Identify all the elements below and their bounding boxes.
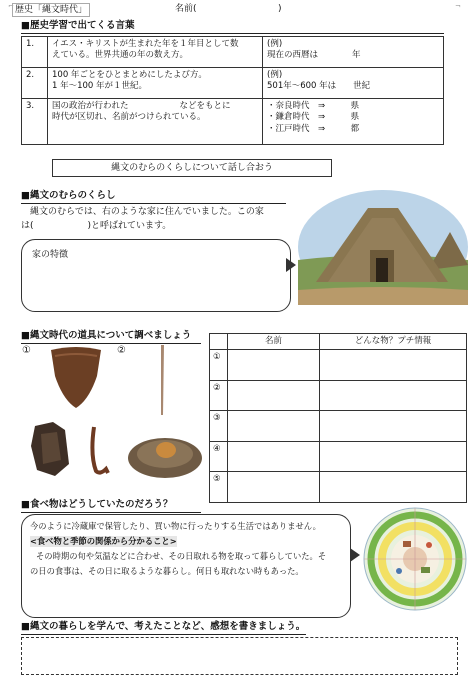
row-number: 3. — [22, 99, 48, 145]
table-row — [210, 441, 467, 472]
row-desc: 1 年～100 年が１世紀。 — [52, 81, 148, 92]
row-example: ・鎌倉時代 ⇒ 県 — [267, 112, 360, 123]
table-row — [22, 37, 444, 68]
corner-mark: ⌐ — [8, 2, 14, 10]
name-close: ) — [278, 4, 282, 14]
section-title-reflection: ■縄文の暮らしを学んで、考えたことなど、感想を書きましょう。 — [21, 621, 306, 635]
house-features-bubble[interactable] — [21, 239, 291, 312]
food-bubble — [21, 514, 351, 618]
header-name: 名前 — [228, 334, 320, 350]
tools-table — [209, 333, 467, 503]
row-desc: 100 年ごとをひとまとめにしたよび方。 — [52, 70, 207, 80]
table-row — [22, 68, 444, 99]
tool-info-cell[interactable] — [320, 441, 467, 472]
corner-mark: ¬ — [455, 2, 461, 10]
table-header-row — [210, 334, 467, 350]
tool-name-cell[interactable] — [228, 441, 320, 472]
row-number: ② — [210, 380, 228, 411]
header-info: どんな物？プチ情報 — [320, 334, 467, 350]
fishhook-image — [88, 425, 112, 477]
tool-label-1: ① — [22, 345, 31, 356]
clay-figure-image — [27, 420, 73, 478]
row-number: 1. — [22, 37, 48, 68]
row-number: ④ — [210, 441, 228, 472]
tool-name-cell[interactable] — [228, 350, 320, 381]
table-row — [22, 99, 444, 145]
jomon-pot-image — [45, 346, 107, 410]
section-title-food: ■食べ物はどうしていたのだろう？ — [21, 499, 201, 513]
pit-dwelling-photo — [298, 190, 468, 305]
row-desc: 時代が区切れ、名前がつけられている。 — [52, 112, 206, 123]
row-example: 501年～600 年は 世紀 — [267, 81, 371, 92]
subject-label: 歴史「縄文時代」 — [12, 3, 90, 17]
tool-label-2: ② — [117, 345, 126, 356]
stone-mortar-image — [126, 428, 204, 480]
village-text-2: は( )と呼ばれています。 — [21, 221, 172, 231]
row-example: ・奈良時代 ⇒ 県 — [267, 101, 360, 111]
section-title-terms: ■歴史学習で出てくる言葉 — [21, 20, 444, 34]
row-example: 現在の西暦は 年 — [267, 50, 361, 61]
name-label: 名前( — [175, 4, 197, 14]
village-text-1: 縄文のむらでは、右のような家に住んでいました。この家 — [30, 207, 264, 217]
header-num — [210, 334, 228, 350]
row-example: (例) — [267, 70, 283, 80]
food-highlight: <食べ物と季節の関係から分かること> — [30, 536, 177, 546]
bone-needle-image — [156, 345, 168, 417]
table-row — [210, 380, 467, 411]
row-number: ① — [210, 350, 228, 381]
table-row — [210, 472, 467, 503]
tool-name-cell[interactable] — [228, 380, 320, 411]
tool-info-cell[interactable] — [320, 380, 467, 411]
terms-table — [21, 36, 444, 145]
section-title-village: ■縄文のむらのくらし — [21, 190, 286, 204]
section-title-tools: ■縄文時代の道具について調べましょう — [21, 330, 201, 344]
tool-info-cell[interactable] — [320, 472, 467, 503]
tool-name-cell[interactable] — [228, 472, 320, 503]
tool-info-cell[interactable] — [320, 350, 467, 381]
row-desc: 国の政治が行われた などをもとに — [52, 101, 231, 111]
row-example: (例) — [267, 39, 283, 49]
tool-name-cell[interactable] — [228, 411, 320, 442]
row-desc: イエス・キリストが生まれた年を１年目として数 — [52, 39, 239, 49]
food-line-3: の日の食事は、その日に取るような暮らし。何日も取れない時もあった。 — [30, 566, 304, 576]
bubble-pointer — [286, 258, 296, 272]
table-row — [210, 411, 467, 442]
row-number: 2. — [22, 68, 48, 99]
food-line-1: 今のように冷蔵庫で保管したり、買い物に行ったりする生活ではありません。 — [30, 521, 321, 531]
row-number: ⑤ — [210, 472, 228, 503]
row-number: ③ — [210, 411, 228, 442]
house-features-label: 家の特徴 — [32, 250, 69, 260]
table-row — [210, 350, 467, 381]
tool-info-cell[interactable] — [320, 411, 467, 442]
seasonal-food-calendar — [363, 505, 467, 613]
reflection-writing-box[interactable] — [21, 637, 458, 675]
lesson-banner: 縄文のむらのくらしについて話し合おう — [52, 159, 332, 177]
food-bubble-pointer — [350, 548, 360, 562]
food-line-2: その時期の旬や気温などに合わせ、その日取れる物を取って暮らしていた。そ — [36, 551, 327, 561]
row-example: ・江戸時代 ⇒ 都 — [267, 123, 360, 134]
row-desc: えている。世界共通の年の数え方。 — [52, 50, 189, 61]
